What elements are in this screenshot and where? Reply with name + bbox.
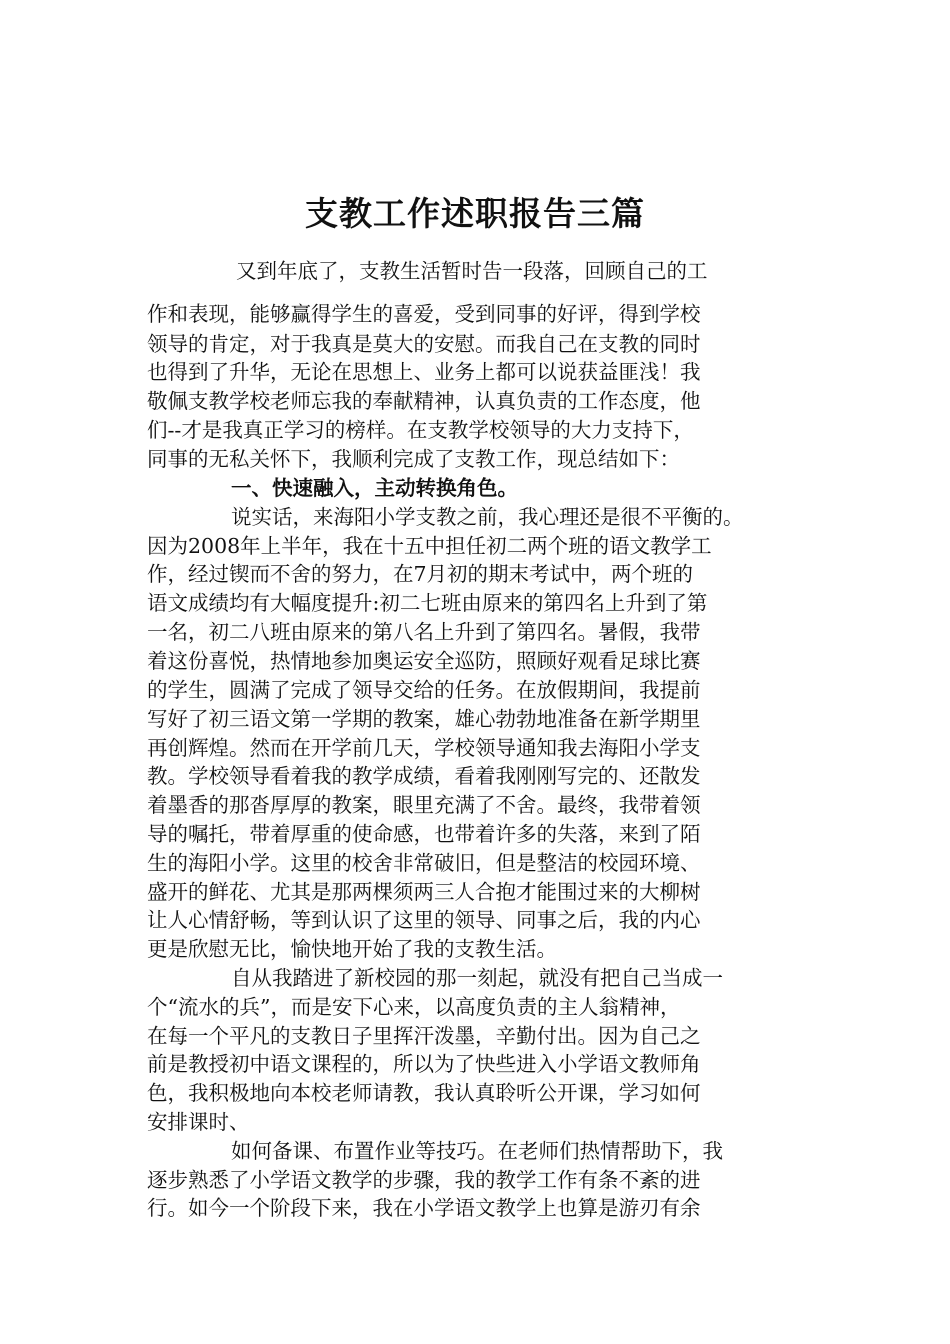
- paragraph-line: 同事的无私关怀下，我顺利完成了支教工作，现总结如下：: [147, 447, 680, 471]
- paragraph-line: 在每一个平凡的支教日子里挥汗泼墨，辛勤付出。因为自己之: [147, 1024, 701, 1048]
- paragraph-line: 作和表现，能够赢得学生的喜爱，受到同事的好评，得到学校: [147, 302, 701, 326]
- paragraph-line: 再创辉煌。然而在开学前几天，学校领导通知我去海阳小学支: [147, 736, 701, 760]
- paragraph-line: 教。学校领导看着我的教学成绩，看着我刚刚写完的、还散发: [147, 764, 701, 788]
- paragraph-line: 着这份喜悦，热情地参加奥运安全巡防，照顾好观看足球比赛: [147, 649, 701, 673]
- paragraph-line: 语文成绩均有大幅度提升:初二七班由原来的第四名上升到了第: [147, 591, 708, 615]
- paragraph-line: 如何备课、布置作业等技巧。在老师们热情帮助下，我: [231, 1139, 723, 1163]
- paragraph-line: 因为2008年上半年，我在十五中担任初二两个班的语文教学工: [147, 534, 712, 558]
- paragraph-line: 说实话，来海阳小学支教之前，我心理还是很不平衡的。: [231, 505, 744, 529]
- paragraph-line: 更是欣慰无比，愉快地开始了我的支教生活。: [147, 937, 557, 961]
- paragraph-line: 逐步熟悉了小学语文教学的步骤，我的教学工作有条不紊的进: [147, 1168, 701, 1192]
- document-title: 支教工作述职报告三篇: [305, 194, 645, 233]
- paragraph-line: 自从我踏进了新校园的那一刻起，就没有把自己当成一: [231, 966, 723, 990]
- paragraph-line: 又到年底了，支教生活暂时告一段落，回顾自己的工: [236, 259, 708, 283]
- paragraph-line: 一名，初二八班由原来的第八名上升到了第四名。暑假，我带: [147, 620, 701, 644]
- paragraph-line: 前是教授初中语文课程的，所以为了快些进入小学语文教师角: [147, 1052, 701, 1076]
- paragraph-line: 色，我积极地向本校老师请教，我认真聆听公开课，学习如何: [147, 1081, 701, 1105]
- paragraph-line: 们--才是我真正学习的榜样。在支教学校领导的大力支持下，: [147, 418, 694, 442]
- paragraph-line: 的学生，圆满了完成了领导交给的任务。在放假期间，我提前: [147, 678, 701, 702]
- paragraph-line: 让人心情舒畅，等到认识了这里的领导、同事之后，我的内心: [147, 908, 701, 932]
- paragraph-line: 领导的肯定，对于我真是莫大的安慰。而我自己在支教的同时: [147, 332, 701, 356]
- paragraph-line: 着墨香的那沓厚厚的教案，眼里充满了不舍。最终，我带着领: [147, 793, 701, 817]
- paragraph-line: 作，经过锲而不舍的努力，在7月初的期末考试中，两个班的: [147, 562, 694, 586]
- paragraph-line: 生的海阳小学。这里的校舍非常破旧，但是整洁的校园环境、: [147, 851, 701, 875]
- paragraph-line: 敬佩支教学校老师忘我的奉献精神，认真负责的工作态度，他: [147, 389, 701, 413]
- paragraph-line: 写好了初三语文第一学期的教案，雄心勃勃地准备在新学期里: [147, 707, 701, 731]
- paragraph-line: 行。如今一个阶段下来，我在小学语文教学上也算是游刃有余: [147, 1196, 701, 1220]
- paragraph-line: 也得到了升华，无论在思想上、业务上都可以说获益匪浅！我: [147, 360, 701, 384]
- section-heading: 一、快速融入，主动转换角色。: [231, 476, 518, 500]
- paragraph-line: 盛开的鲜花、尤其是那两棵须两三人合抱才能围过来的大柳树: [147, 880, 701, 904]
- paragraph-line: 导的嘱托，带着厚重的使命感，也带着许多的失落，来到了陌: [147, 822, 701, 846]
- paragraph-line: 个“流水的兵”，而是安下心来，以高度负责的主人翁精神，: [147, 995, 681, 1019]
- paragraph-line: 安排课时、: [147, 1110, 250, 1134]
